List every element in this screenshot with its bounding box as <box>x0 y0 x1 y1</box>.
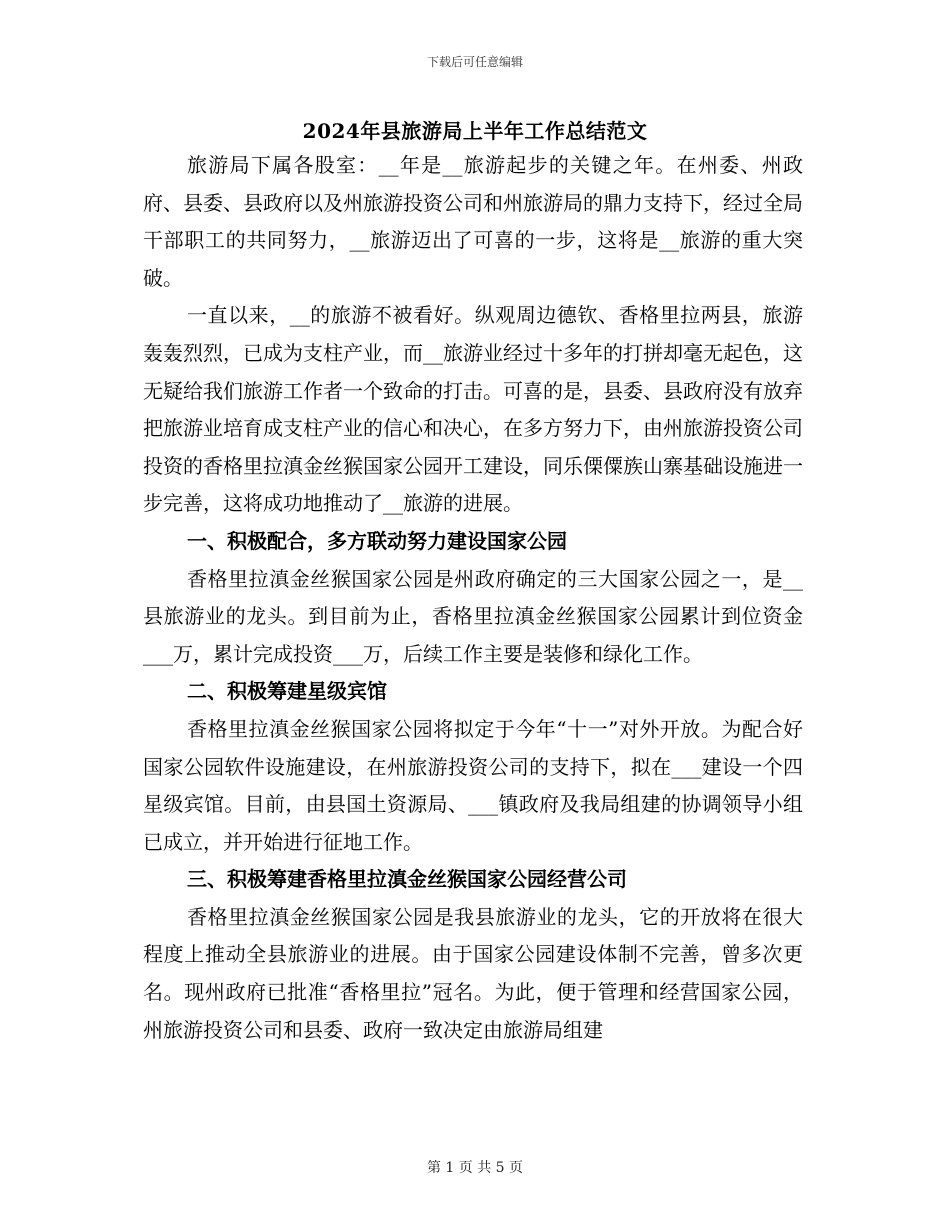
section-heading: 二、积极筹建星级宾馆 <box>187 679 387 704</box>
section-heading: 三、积极筹建香格里拉滇金丝猴国家公园经营公司 <box>187 867 627 892</box>
background-paragraph: 一直以来，__的旅游不被看好。纵观周边德钦、香格里拉两县，旅游轰轰烈烈，已成为支柱产业，而__旅游业经过十多年的打拼却毫无起色，这无疑给我们旅游工作者一个致命的打击。可喜的是，县委、县政府没有放弃把旅游业培育成支柱产业的信心和决心，在多方努力下，由州旅游投资公司投资的香格里拉滇金丝猴国家公园开工建设，同乐傈僳族山寨基础设施进一步完善，这将成功地推动了__旅游的进展。 <box>143 303 803 516</box>
page-footer: 第 1 页 共 5 页 <box>426 1160 524 1176</box>
section-paragraph: 香格里拉滇金丝猴国家公园将拟定于今年“十一”对外开放。为配合好国家公园软件设施建设，在州旅游投资公司的支持下，拟在___建设一个四星级宾馆。目前，由县国土资源局、___镇政府及我局组建的协调领导小组已成立，并开始进行征地工作。 <box>143 716 803 854</box>
header-note: 下载后可任意编辑 <box>426 55 523 69</box>
section-heading: 一、积极配合，多方联动努力建设国家公园 <box>187 528 567 553</box>
document-body <box>143 147 803 1049</box>
section-paragraph: 香格里拉滇金丝猴国家公园是州政府确定的三大国家公园之一，是__县旅游业的龙头。到目前为止，香格里拉滇金丝猴国家公园累计到位资金___万，累计完成投资___万，后续工作主要是装修和绿化工作。 <box>143 566 803 666</box>
intro-paragraph: 旅游局下属各股室：__年是__旅游起步的关键之年。在州委、州政府、县委、县政府以及州旅游投资公司和州旅游局的鼎力支持下，经过全局干部职工的共同努力，__旅游迈出了可喜的一步，这将是__旅游的重大突破。 <box>143 153 803 290</box>
document-title: 2024年县旅游局上半年工作总结范文 <box>302 119 648 143</box>
section-paragraph: 香格里拉滇金丝猴国家公园是我县旅游业的龙头，它的开放将在很大程度上推动全县旅游业的进展。由于国家公园建设体制不完善，曾多次更名。现州政府已批准“香格里拉”冠名。为此，便于管理和经营国家公园，州旅游投资公司和县委、政府一致决定由旅游局组建 <box>143 904 803 1042</box>
